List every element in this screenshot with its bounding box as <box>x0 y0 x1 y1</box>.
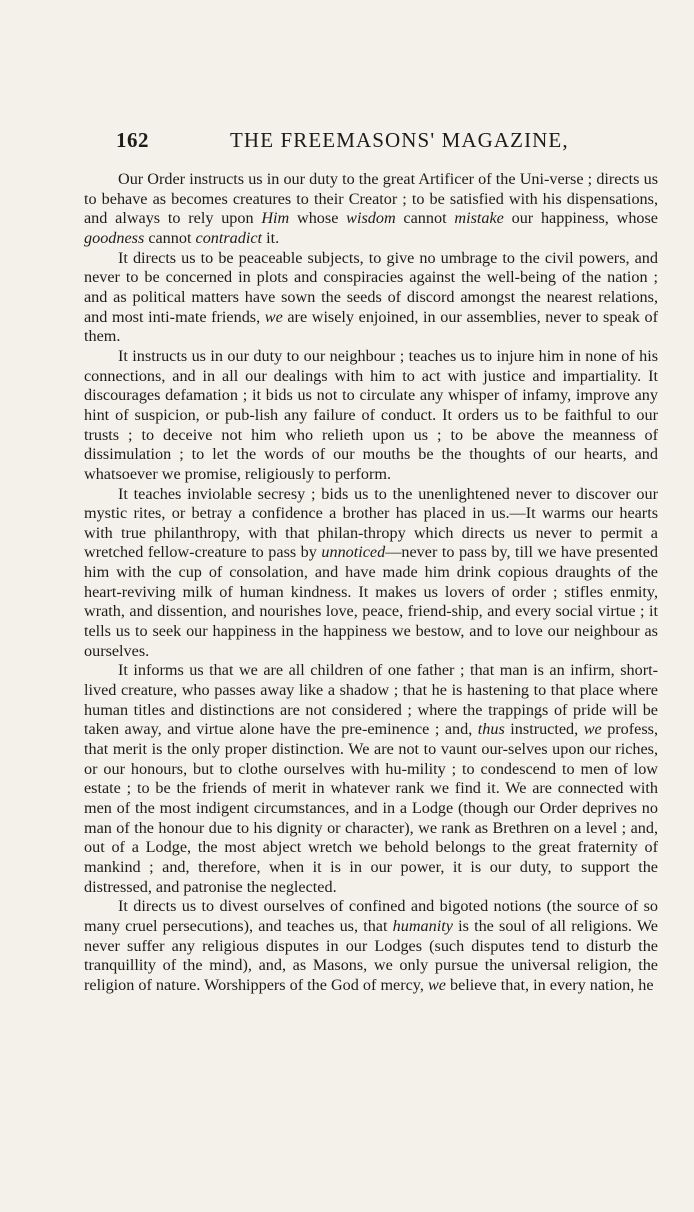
text-run: instructed, <box>504 720 584 739</box>
text-run: It directs us to be peaceable subjects, to give no umbrage to the civil powers, and never to be concerned in plots and conspiracies against the well-being of the nation ; and as political matters have sown the seeds of discord amongst the nearest relations, and most inti-mate friends, <box>84 248 658 326</box>
text-run: is the soul of all religions. We never suffer any religious disputes in our Lodges (such disputes tend to disturb the tranquillity of the mind), and, as Masons, we only pursue the universal religion, the religion of nature. Worshippers of the God of mercy, <box>84 916 658 994</box>
body-text <box>84 170 658 996</box>
paragraph <box>84 249 658 347</box>
text-run: it. <box>262 228 280 247</box>
page-header <box>116 128 656 154</box>
italic-text: we <box>264 307 283 326</box>
text-run: cannot <box>395 209 455 228</box>
text-run: believe that, in every nation, he <box>445 975 654 994</box>
text-run: It teaches inviolable secresy ; bids us to the unenlightened never to discover our mystic rites, or betray a confidence a brother has placed in us.—It warms our hearts with true philanthropy, with that philan-thropy which directs us never to permit a wretched fellow-creature to pass by <box>84 484 658 562</box>
italic-text: goodness <box>84 228 145 247</box>
text-run: Our Order instructs us in our duty to the great Artificer of the Uni-verse ; directs us to behave as becomes creatures to their Creator ; to be satisfied with his dispensations, and always to rely upon <box>84 170 658 228</box>
italic-text: mistake <box>454 209 504 228</box>
text-run: our happiness, whose <box>503 209 658 228</box>
text-run: cannot <box>144 228 196 247</box>
paragraph <box>84 170 658 249</box>
italic-text: Him <box>261 209 290 228</box>
italic-text: contradict <box>195 228 263 247</box>
paragraph <box>84 347 658 485</box>
italic-text: we <box>583 720 602 739</box>
italic-text: we <box>427 975 446 994</box>
text-run: It directs us to divest ourselves of confined and bigoted notions (the source of so many cruel persecutions), and teaches us, that <box>84 897 658 935</box>
page-number: 162 <box>116 128 149 152</box>
italic-text: thus <box>477 720 505 739</box>
italic-text: unnoticed <box>321 543 386 562</box>
paragraph <box>84 485 658 662</box>
running-title: THE FREEMASONS' MAGAZINE, <box>230 128 569 152</box>
text-run: It informs us that we are all children of one father ; that man is an infirm, short-lived creature, who passes away like a shadow ; that he is hastening to that place where human titles and distinctions are not considered ; where the trappings of pride will be taken away, and virtue alone have the pre-eminence ; and, <box>84 661 658 739</box>
text-run: whose <box>289 209 347 228</box>
text-run: —never to pass by, till we have presented him with the cup of consolation, and have made him drink copious draughts of the heart-reviving milk of human kindness. It makes us lovers of order ; stifles enmity, wrath, and dissention, and nourishes love, peace, friend-ship, and every social virtue ; it tells us to seek our happiness in the happiness we bestow, and to love our neighbour as ourselves. <box>84 543 658 660</box>
text-run: It instructs us in our duty to our neighbour ; teaches us to injure him in none of his connections, and in all our dealings with him to act with justice and impartiality. It discourages defamation ; it bids us not to circulate any whisper of infamy, improve any hint of suspicion, or pub-lish any failure of conduct. It orders us to be faithful to our trusts ; to deceive not him who relieth upon us ; to be above the meanness of dissimulation ; to let the words of our mouths be the thoughts of our hearts, and whatsoever we promise, religiously to perform. <box>84 346 658 483</box>
text-run: are wisely enjoined, in our assemblies, never to speak of them. <box>84 307 658 346</box>
paragraph <box>84 897 658 995</box>
italic-text: humanity <box>392 916 453 935</box>
text-run: profess, that merit is the only proper distinction. We are not to vaunt our-selves upon our riches, or our honours, but to clothe ourselves with hu-mility ; to condescend to men of low estate ; to be the friends of merit in whatever rank we find it. We are connected with men of the most indigent circumstances, and in a Lodge (though our Order deprives no man of the honour due to his dignity or character), we rank as Brethren on a level ; and, out of a Lodge, the most abject wretch we behold belongs to the great fraternity of mankind ; and, therefore, when it is in our power, it is our duty, to support the distressed, and patronise the neglected. <box>84 720 658 896</box>
paragraph <box>84 661 658 897</box>
italic-text: wisdom <box>346 209 396 228</box>
